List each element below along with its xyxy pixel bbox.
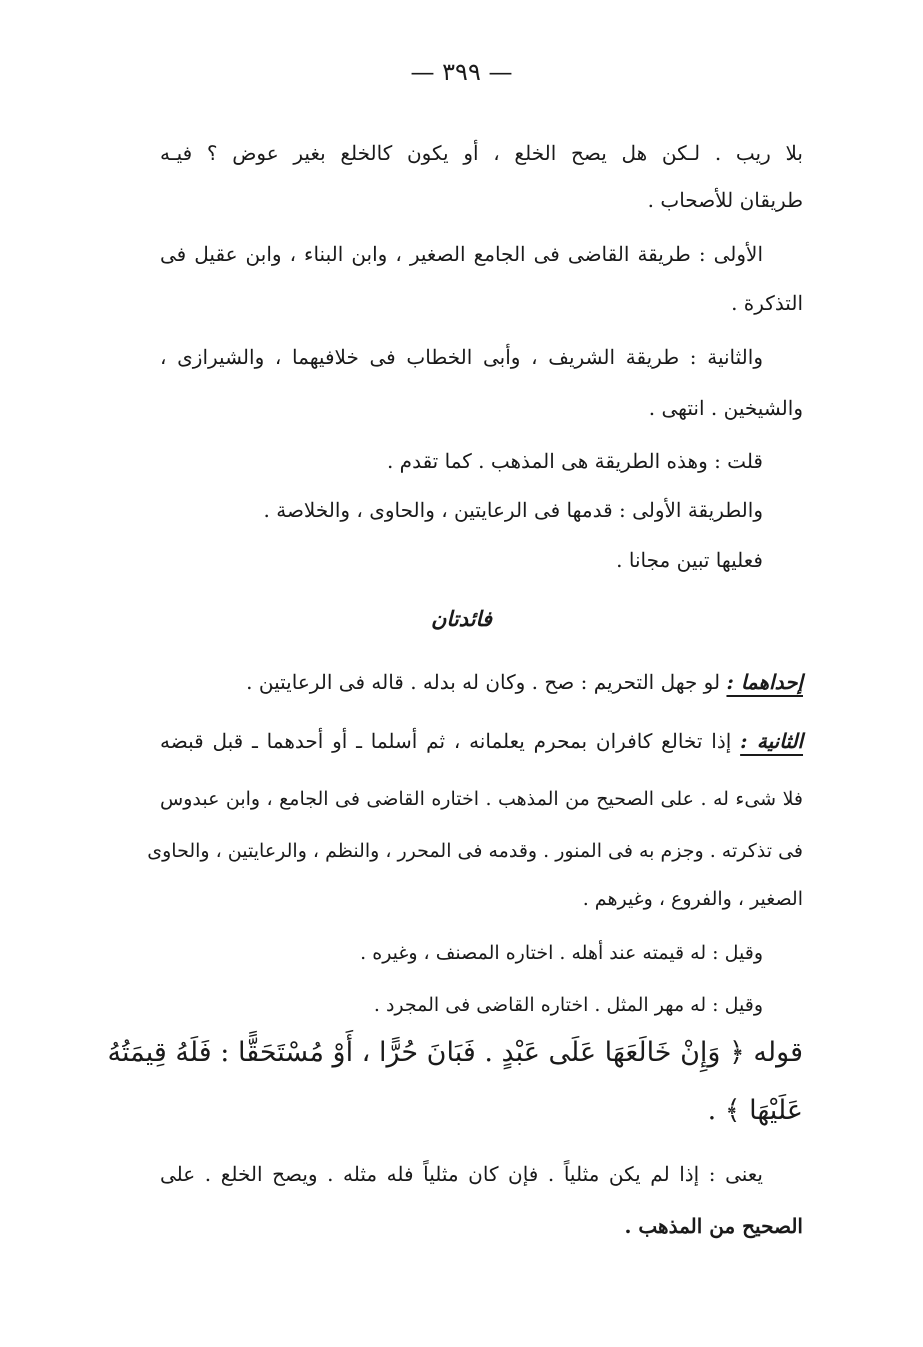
text-line: يعنى : إذا لم يكن مثلياً . فإن كان مثلياً فله مثله . ويصح الخلع . على	[160, 1162, 763, 1186]
text-line: قلت : وهذه الطريقة هى المذهب . كما تقدم .	[386, 449, 763, 473]
numbered-note	[246, 670, 803, 694]
note-label: الثانية :	[740, 729, 804, 753]
text-line: الصحيح من المذهب .	[624, 1214, 803, 1238]
text-line: التذكرة .	[731, 291, 803, 315]
text-line: طريقان للأصحاب .	[647, 188, 803, 212]
note-text: لو جهل التحريم : صح . وكان له بدله . قاله فى الرعايتين .	[246, 670, 721, 694]
text-line: والشيخين . انتهى .	[648, 396, 803, 420]
text-line: فلا شىء له . على الصحيح من المذهب . اختاره القاضى فى الجامع ، وابن عبدوس	[160, 788, 803, 810]
text-line: وقيل : له مهر المثل . اختاره القاضى فى المجرد .	[373, 994, 763, 1016]
text-line: فعليها تبين مجانا .	[616, 548, 763, 572]
page-number: — ٣٩٩ —	[410, 58, 513, 86]
text-line: والثانية : طريقة الشريف ، وأبى الخطاب فى خلافيهما ، والشيرازى ،	[160, 345, 763, 369]
text-line: الأولى : طريقة القاضى فى الجامع الصغير ، وابن البناء ، وابن عقيل فى	[160, 242, 763, 266]
text-line: فى تذكرته . وجزم به فى المنور . وقدمه فى المحرر ، والنظم ، والرعايتين ، والحاوى	[147, 840, 803, 862]
text-line: والطريقة الأولى : قدمها فى الرعايتين ، والحاوى ، والخلاصة .	[263, 498, 763, 522]
text-line: الصغير ، والفروع ، وغيرهم .	[582, 888, 803, 910]
section-heading: فائدتان	[431, 606, 492, 631]
note-label: إحداهما :	[726, 670, 803, 694]
numbered-note	[160, 729, 803, 753]
note-text: إذا تخالع كافران بمحرم يعلمانه ، ثم أسلما ـ أو أحدهما ـ قبل قبضه	[160, 729, 732, 753]
quran-quote-line: عَلَيْهَا ﴾ .	[707, 1095, 803, 1126]
quran-quote-line: قوله ﴿ وَإِنْ خَالَعَهَا عَلَى عَبْدٍ . فَبَانَ حُرًّا ، أَوْ مُسْتَحَقًّا : فَلَهُ قِيمَتُهُ	[107, 1037, 803, 1068]
text-line: بلا ريب . لـكن هل يصح الخلع ، أو يكون كالخلع بغير عوض ؟ فيـه	[160, 141, 803, 165]
text-line: وقيل : له قيمته عند أهله . اختاره المصنف ، وغيره .	[360, 942, 763, 964]
